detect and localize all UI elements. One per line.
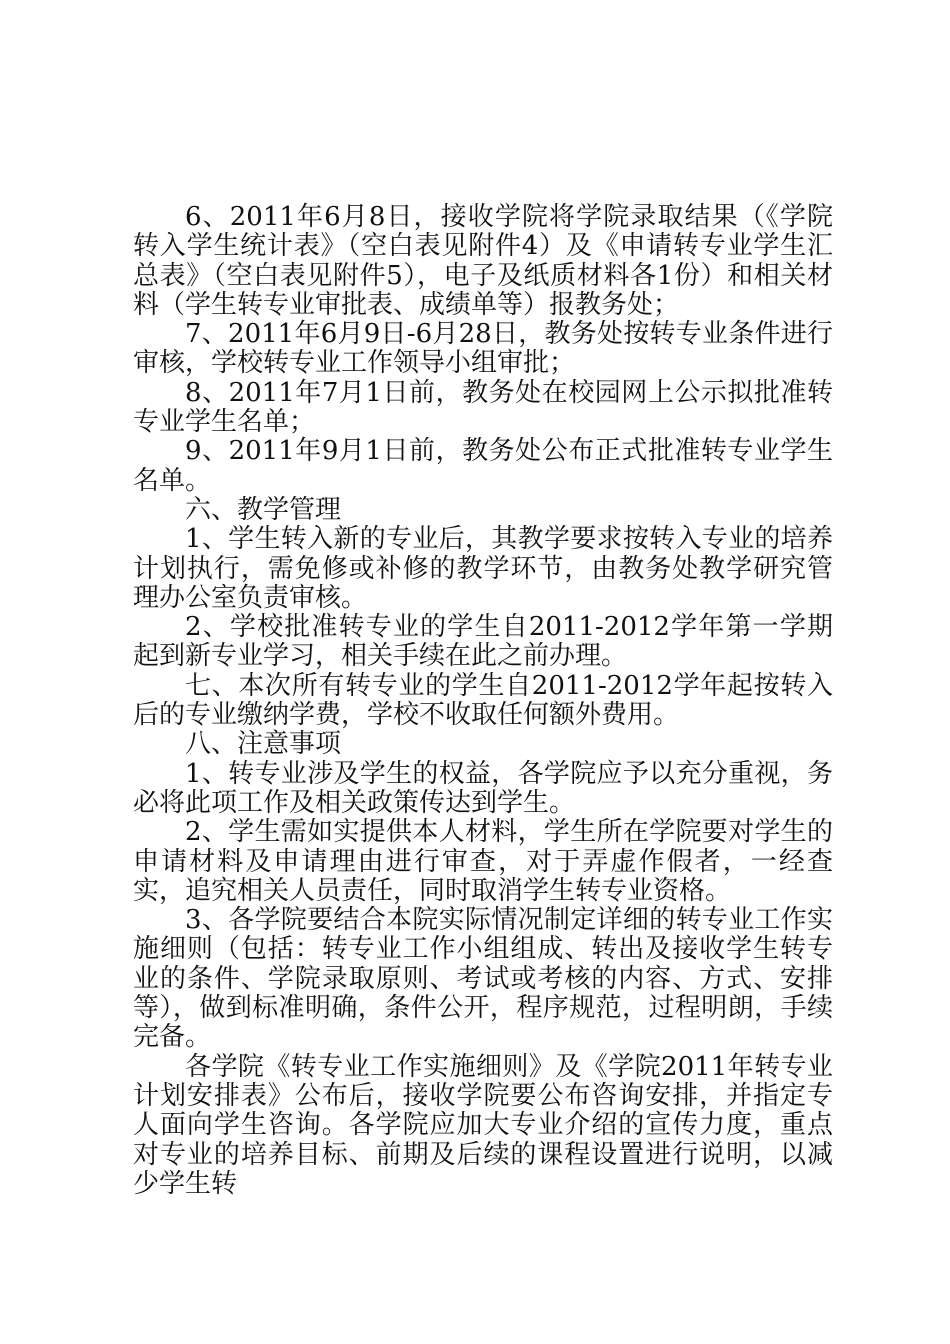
paragraph-item-8: 8、2011年7月1日前，教务处在校园网上公示拟批准转专业学生名单；	[133, 377, 833, 438]
section-tuition: 七、本次所有转专业的学生自2011-2012学年起按转入后的专业缴纳学费，学校不收取任何额外费用。	[133, 670, 833, 731]
paragraph-notes-consultation: 各学院《转专业工作实施细则》及《学院2011年转专业计划安排表》公布后，接收学院要公布咨询安排，并指定专人面向学生咨询。各学院应加大专业介绍的宣传力度，重点对专业的培养目标、前期及后续的课程设置进行说明，以减少学生转	[133, 1051, 833, 1199]
paragraph-notes-3: 3、各学院要结合本院实际情况制定详细的转专业工作实施细则（包括：转专业工作小组组成、转出及接收学生转专业的条件、学院录取原则、考试或考核的内容、方式、安排等），做到标准明确，条件公开，程序规范，过程明朗，手续完备。	[133, 905, 833, 1053]
section-heading-notes: 八、注意事项	[185, 729, 342, 760]
paragraph-teaching-1: 1、学生转入新的专业后，其教学要求按转入专业的培养计划执行，需免修或补修的教学环节，由教务处教学研究管理办公室负责审核。	[133, 524, 833, 613]
section-heading-teaching-management: 六、教学管理	[185, 494, 342, 525]
paragraph-item-9: 9、2011年9月1日前，教务处公布正式批准转专业学生名单。	[133, 436, 833, 496]
paragraph-teaching-2: 2、学校批准转专业的学生自2011-2012学年第一学期起到新专业学习，相关手续在此之前办理。	[133, 612, 833, 672]
paragraph-item-7: 7、2011年6月9日-6月28日，教务处按转专业条件进行审核，学校转专业工作领导小组审批；	[133, 319, 833, 379]
document-body	[133, 203, 833, 1199]
paragraph-item-6: 6、2011年6月8日，接收学院将学院录取结果（《学院转入学生统计表》（空白表见附件4）及《申请转专业学生汇总表》（空白表见附件5），电子及纸质材料各1份）和相关材料（学生转专业审批表、成绩单等）报教务处；	[133, 202, 833, 320]
paragraph-notes-2: 2、学生需如实提供本人材料，学生所在学院要对学生的申请材料及申请理由进行审查，对于弄虚作假者，一经查实，追究相关人员责任，同时取消学生转专业资格。	[133, 817, 833, 906]
paragraph-notes-1: 1、转专业涉及学生的权益，各学院应予以充分重视，务必将此项工作及相关政策传达到学生。	[133, 758, 833, 818]
